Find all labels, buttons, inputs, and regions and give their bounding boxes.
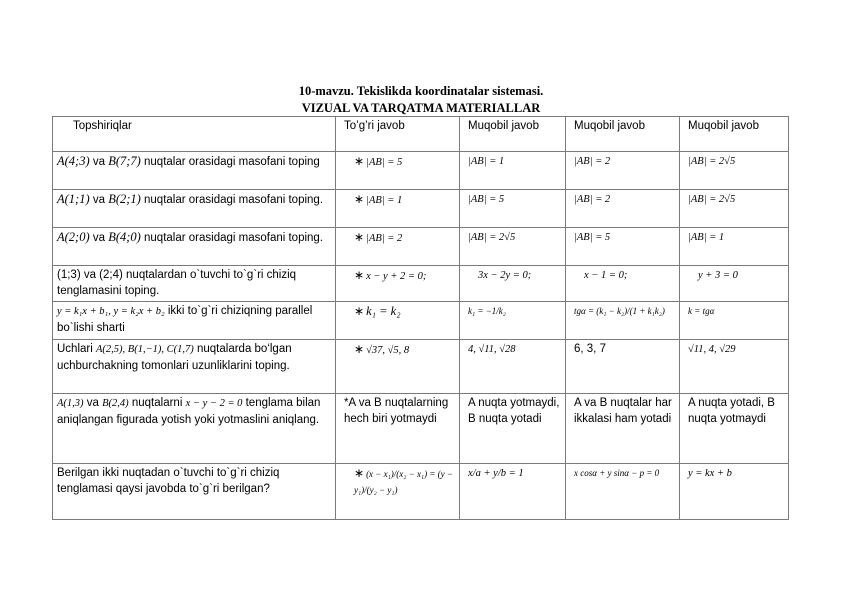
point-a: A(4;3) — [57, 154, 90, 168]
task-text: ikki to`g`ri chiziqning parallel bo`lishi sharti — [57, 305, 313, 334]
table-row — [53, 152, 789, 190]
alt-answer — [566, 228, 680, 266]
task-cell — [53, 190, 336, 228]
answer-text: |AB| = 1 — [366, 195, 403, 206]
and-word: va — [92, 156, 105, 168]
alt-answer — [566, 266, 680, 302]
table-row — [53, 190, 789, 228]
correct-answer — [336, 228, 460, 266]
point-a: A(1;1) — [57, 192, 90, 206]
correct-answer — [336, 302, 460, 340]
and-word: va — [86, 397, 99, 409]
answer-text: |AB| = 1 — [688, 232, 725, 243]
point-b: B(7;7) — [108, 154, 141, 168]
task-equation: x − y − 2 = 0 — [185, 398, 243, 409]
answer-text: x cosα + y sinα − p = 0 — [574, 468, 660, 478]
answer-text: |AB| = 5 — [468, 194, 505, 205]
answer-text: x − 1 = 0; — [584, 270, 628, 281]
table-row — [53, 228, 789, 266]
table-row — [53, 464, 789, 520]
alt-answer — [680, 266, 789, 302]
task-text: tenglama bilan aniqlangan figurada yotish yoki yotmaslini aniqlang. — [57, 397, 321, 426]
page-title: 10-mavzu. Tekislikda koordinatalar sistemasi. — [298, 84, 544, 98]
alt-answer — [680, 302, 789, 340]
answer-text: |AB| = 1 — [468, 156, 505, 167]
header-row — [53, 117, 789, 152]
alt-answer — [460, 190, 566, 228]
task-text: nuqtalarda bo‘lgan uchburchakning tomonlari uzunliklarini toping. — [57, 343, 292, 372]
answer-text: *A va B nuqtalarning hech biri yotmaydi — [344, 397, 449, 425]
alt-answer — [680, 394, 789, 464]
task-text: nuqtalar orasidagi masofani toping — [144, 156, 320, 168]
alt-answer — [460, 394, 566, 464]
quiz-table — [52, 116, 789, 520]
table-row — [53, 394, 789, 464]
task-prefix: Uchlari — [57, 343, 93, 355]
correct-answer — [336, 266, 460, 302]
answer-text: k₁ = k₂ — [366, 304, 401, 318]
answer-text: y + 3 = 0 — [698, 270, 738, 281]
answer-text: k = tgα — [688, 306, 715, 316]
alt-answer — [680, 228, 789, 266]
task-text: nuqtalar orasidagi masofani toping. — [144, 194, 324, 206]
alt-answer — [566, 394, 680, 464]
answer-text: 3x − 2y = 0; — [478, 270, 532, 281]
answer-text: k₁ = −1/k₂ — [468, 306, 506, 316]
alt-answer — [566, 190, 680, 228]
correct-marker: ∗ — [354, 230, 365, 244]
point-a: A(2;0) — [57, 230, 90, 244]
alt-answer — [460, 266, 566, 302]
correct-marker: ∗ — [354, 304, 365, 318]
answer-text: A nuqta yotadi, B nuqta yotmaydi — [688, 397, 775, 425]
answer-text: √11, 4, √29 — [688, 344, 736, 355]
table-row — [53, 340, 789, 394]
alt-answer — [680, 340, 789, 394]
task-cell — [53, 266, 336, 302]
correct-answer — [336, 394, 460, 464]
correct-marker: ∗ — [354, 342, 365, 356]
header-task: Topshiriqlar — [53, 117, 336, 152]
answer-text: (x − x₁)/(x₂ − x₁) = (y − y₁)/(y₂ − y₁) — [354, 469, 453, 495]
correct-marker: ∗ — [354, 154, 365, 168]
correct-marker: ∗ — [354, 192, 365, 206]
task-cell — [53, 152, 336, 190]
task-text: (1;3) va (2;4) nuqtalardan o`tuvchi to`g`ri chiziq tenglamasini toping. — [57, 269, 297, 297]
task-text: nuqtalar orasidagi masofani toping. — [144, 232, 324, 244]
alt-answer — [460, 302, 566, 340]
header-alt2: Muqobil javob — [566, 117, 680, 152]
alt-answer — [566, 464, 680, 520]
correct-answer — [336, 340, 460, 394]
task-equation: y = k₁x + b₁, y = k₂x + b₂ — [57, 306, 165, 317]
correct-answer — [336, 464, 460, 520]
alt-answer — [680, 464, 789, 520]
task-points: A(2,5), B(1,−1), C(1,7) — [96, 344, 194, 355]
alt-answer — [566, 340, 680, 394]
table-row — [53, 266, 789, 302]
task-cell — [53, 340, 336, 394]
answer-text: √37, √5, 8 — [366, 345, 410, 356]
answer-text: y = kx + b — [688, 468, 732, 479]
answer-text: |AB| = 2 — [366, 233, 403, 244]
answer-text: |AB| = 2√5 — [468, 232, 516, 243]
answer-text: tgα = (k₁ − k₂)/(1 + k₁k₂) — [574, 306, 665, 316]
answer-text: |AB| = 2 — [574, 156, 611, 167]
answer-text: x − y + 2 = 0; — [366, 271, 427, 282]
header-alt1: Muqobil javob — [460, 117, 566, 152]
point-b: B(2;1) — [108, 192, 141, 206]
point-b: B(2,4) — [102, 398, 129, 409]
alt-answer — [460, 340, 566, 394]
task-text: Berilgan ikki nuqtadan o`tuvchi to`g`ri chiziq tenglamasi qaysi javobda to`g`ri berilgan? — [57, 467, 280, 495]
alt-answer — [566, 302, 680, 340]
alt-answer — [680, 190, 789, 228]
alt-answer — [680, 152, 789, 190]
task-mid: nuqtalarni — [131, 397, 183, 409]
point-a: A(1,3) — [57, 398, 84, 409]
header-correct: To’g’ri javob — [336, 117, 460, 152]
task-cell — [53, 228, 336, 266]
answer-text: |AB| = 5 — [574, 232, 611, 243]
alt-answer — [566, 152, 680, 190]
correct-answer — [336, 152, 460, 190]
page-subtitle: VIZUAL VA TARQATMA MATERIALLAR — [301, 101, 541, 115]
alt-answer — [460, 152, 566, 190]
table-row — [53, 302, 789, 340]
answer-text: x/a + y/b = 1 — [468, 468, 524, 479]
task-cell — [53, 302, 336, 340]
answer-text: |AB| = 2 — [574, 194, 611, 205]
answer-text: |AB| = 2√5 — [688, 194, 736, 205]
correct-marker: ∗ — [354, 268, 365, 282]
alt-answer — [460, 464, 566, 520]
task-cell — [53, 394, 336, 464]
and-word: va — [92, 194, 105, 206]
point-b: B(4;0) — [108, 230, 141, 244]
answer-text: 6, 3, 7 — [574, 343, 606, 355]
alt-answer — [460, 228, 566, 266]
answer-text: A nuqta yotmaydi, B nuqta yotadi — [468, 397, 560, 425]
header-alt3: Muqobil javob — [680, 117, 789, 152]
answer-text: |AB| = 5 — [366, 157, 403, 168]
correct-marker: ∗ — [354, 466, 365, 480]
task-cell — [53, 464, 336, 520]
answer-text: A va B nuqtalar har ikkalasi ham yotadi — [574, 397, 672, 425]
answer-text: |AB| = 2√5 — [688, 156, 736, 167]
answer-text: 4, √11, √28 — [468, 344, 516, 355]
correct-answer — [336, 190, 460, 228]
and-word: va — [92, 232, 105, 244]
